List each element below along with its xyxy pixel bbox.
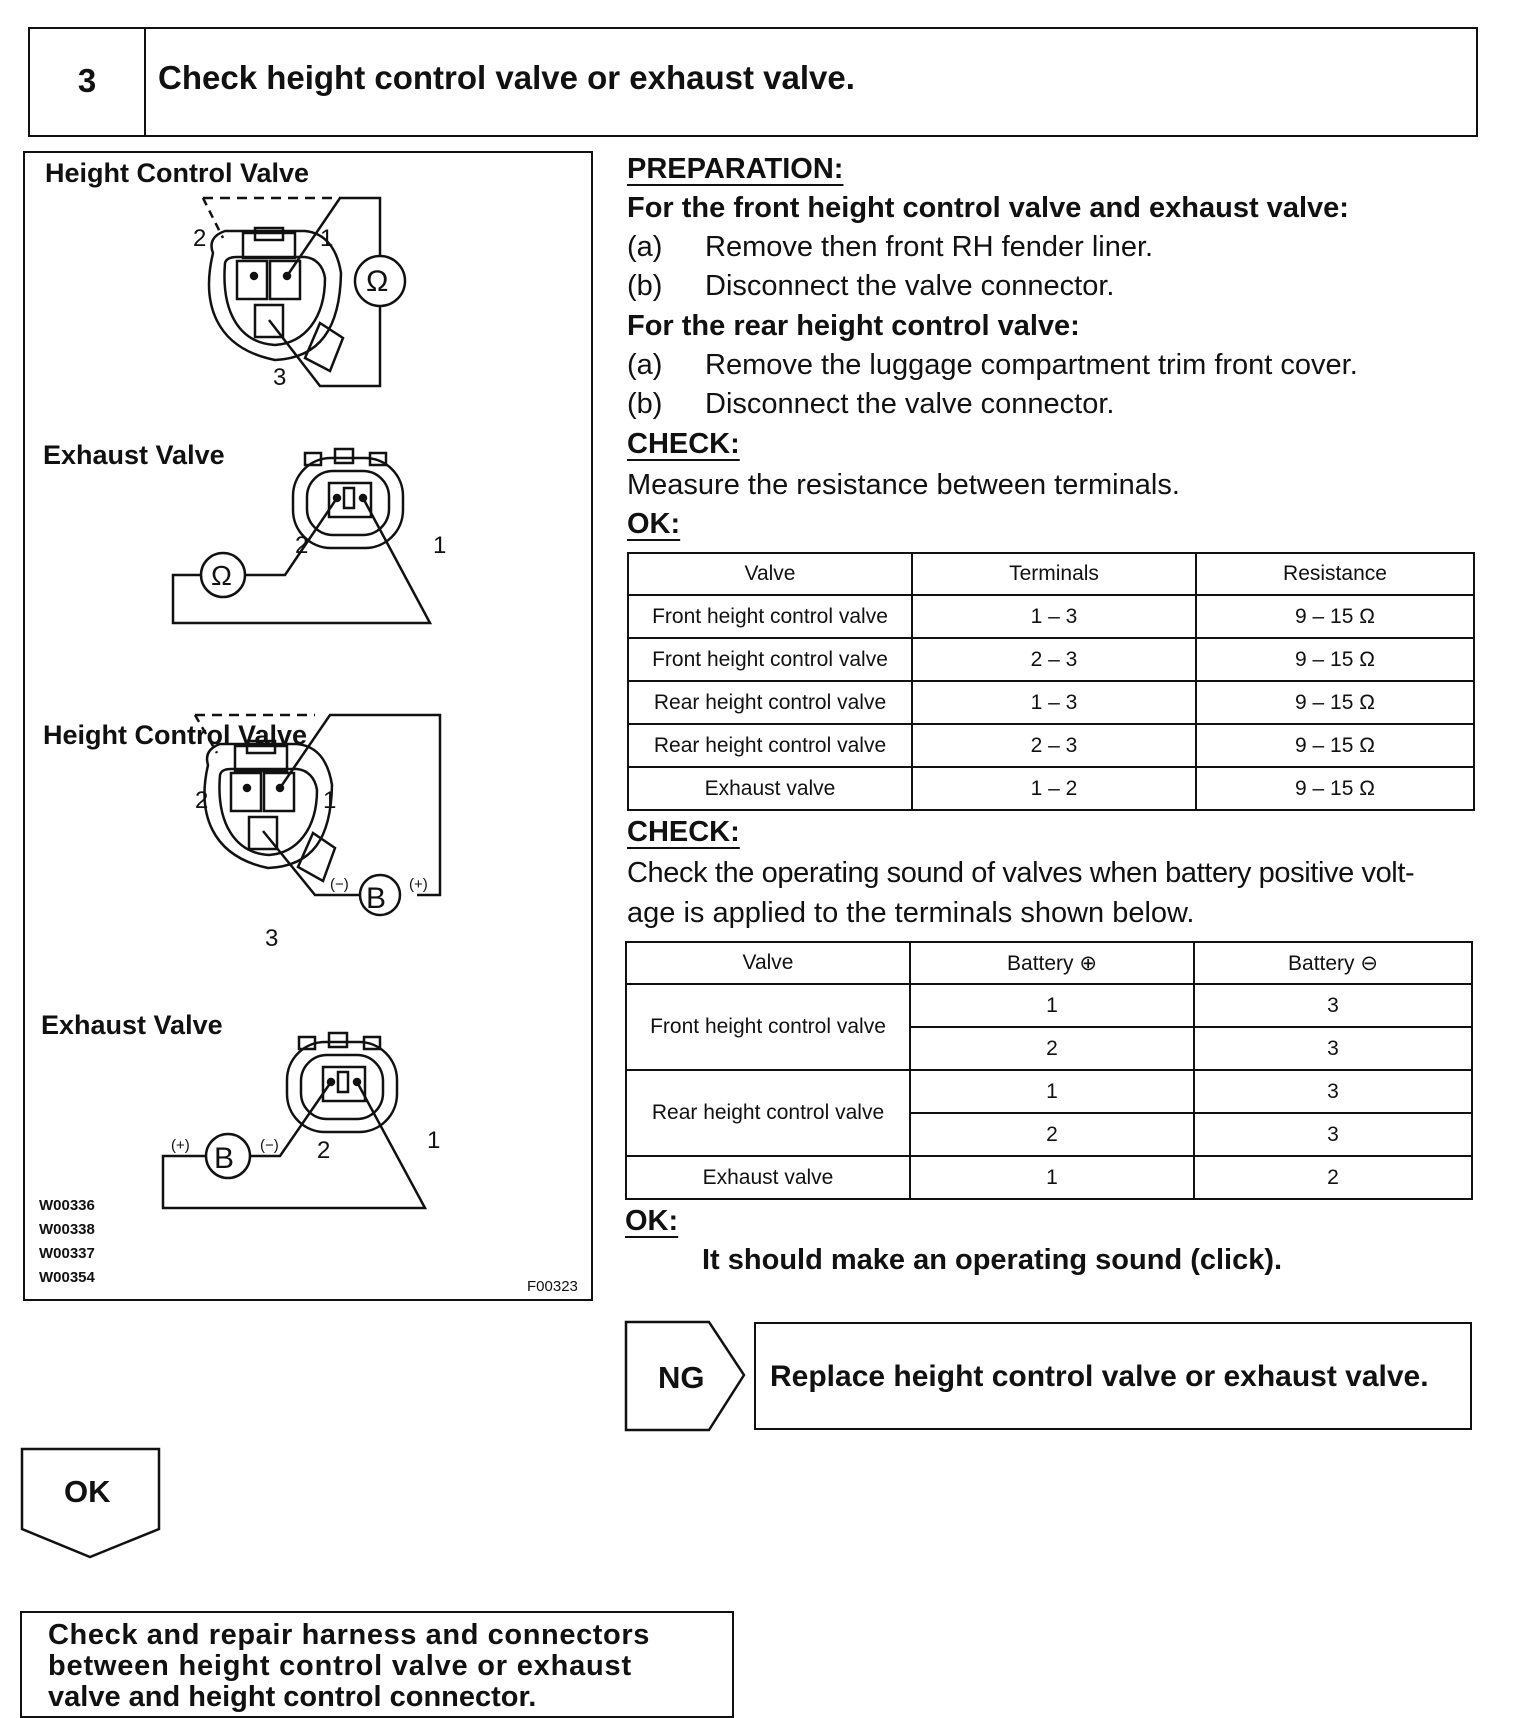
step-label: (a) [627,231,663,263]
table-cell: 1 [910,1156,1194,1199]
terminal-3-label: 3 [273,364,287,391]
header-cell: Battery ⊕ [910,942,1194,984]
table-cell: 9 – 15 Ω [1196,681,1474,724]
check-heading-2: CHECK: [627,816,740,848]
table-cell: Front height control valve [626,984,910,1070]
step-number-cell [30,29,146,135]
figure-label-height-control-1: Height Control Valve [45,158,310,188]
table-cell: 2 – 3 [912,638,1196,681]
ohm-symbol: Ω [211,560,232,591]
table-header-row [626,942,1472,984]
check-heading-1: CHECK: [627,428,740,460]
table-cell: 1 [910,984,1194,1027]
table-row [626,984,1472,1027]
figure-code-1: W00336 [39,1197,95,1214]
terminal-1-label: 1 [427,1127,441,1154]
table-cell: 1 – 2 [912,767,1196,810]
header-cell: Resistance [1196,553,1474,595]
final-action-box [20,1611,734,1718]
plus-label: (+) [171,1137,190,1154]
figure-code-4: W00354 [39,1269,95,1286]
rear-step-b [627,388,1114,421]
step-label: (a) [627,349,663,381]
table-row [628,767,1474,810]
table-row [628,724,1474,767]
figure-code-3: W00337 [39,1245,95,1262]
preparation-heading: PREPARATION: [627,153,844,185]
table-cell: 2 [1194,1156,1472,1199]
front-valve-heading: For the front height control valve and exhaust valve: [627,192,1349,224]
table-cell: 9 – 15 Ω [1196,595,1474,638]
step-title: Check height control valve or exhaust valve. [158,59,855,96]
final-action-line1: Check and repair harness and connectors [48,1619,650,1651]
table-cell: Front height control valve [628,595,912,638]
ng-result-box [754,1322,1472,1430]
table-cell: Exhaust valve [628,767,912,810]
header-cell: Terminals [912,553,1196,595]
step-text: Remove then front RH fender liner. [705,231,1154,263]
rear-valve-heading: For the rear height control valve: [627,310,1080,342]
table-header-row [628,553,1474,595]
step-text: Remove the luggage compartment trim front cover. [705,349,1358,381]
figure-label-exhaust-1: Exhaust Valve [43,440,225,470]
check-text-1: Measure the resistance between terminals. [627,469,1180,501]
ok-heading-1: OK: [627,508,681,540]
table-row [628,638,1474,681]
figure-panel [23,151,593,1301]
check-text-2-line1: Check the operating sound of valves when battery positive volt- [627,857,1415,889]
connector-diagrams [25,153,591,1299]
terminal-3-label: 3 [265,925,279,952]
table-cell: 9 – 15 Ω [1196,638,1474,681]
header-cell: Valve [628,553,912,595]
plus-label: (+) [409,876,428,893]
terminal-2-label: 2 [195,787,209,814]
table-cell: Rear height control valve [626,1070,910,1156]
figure-id: F00323 [527,1278,578,1295]
table-cell: 9 – 15 Ω [1196,767,1474,810]
figure-label-height-control-2: Height Control Valve [43,720,308,750]
final-action-line3: valve and height control connector. [48,1681,537,1713]
battery-symbol: B [366,882,387,915]
ng-label: NG [658,1360,705,1395]
operating-sound-table [625,941,1473,1200]
figure-code-2: W00338 [39,1221,95,1238]
step-text: Disconnect the valve connector. [705,388,1115,420]
height-control-valve-battery-diagram [195,715,440,915]
terminal-1-label: 1 [433,532,447,559]
table-row [628,595,1474,638]
ok-result-text: It should make an operating sound (click). [702,1244,1283,1276]
minus-label: (−) [330,876,349,893]
ohm-symbol: Ω [366,265,389,298]
table-cell: Exhaust valve [626,1156,910,1199]
table-cell: Rear height control valve [628,724,912,767]
table-cell: 1 – 3 [912,681,1196,724]
terminal-2-label: 2 [317,1137,331,1164]
step-label: (b) [627,270,663,302]
table-cell: 2 – 3 [912,724,1196,767]
terminal-1-label: 1 [320,225,334,252]
table-cell: 1 – 3 [912,595,1196,638]
header-cell: Valve [626,942,910,984]
table-cell: 3 [1194,984,1472,1027]
terminal-1-label: 1 [323,787,337,814]
table-cell: 3 [1194,1070,1472,1113]
resistance-table [627,552,1475,811]
front-step-a [627,231,1153,264]
figure-label-exhaust-2: Exhaust Valve [41,1010,223,1040]
battery-symbol: B [214,1142,235,1175]
table-cell: 2 [910,1027,1194,1070]
table-row [628,681,1474,724]
table-cell: 2 [910,1113,1194,1156]
check-text-2-line2: age is applied to the terminals shown below. [627,897,1195,929]
ok-heading-2: OK: [625,1205,679,1237]
step-header [28,27,1478,137]
step-label: (b) [627,388,663,420]
table-cell: 3 [1194,1027,1472,1070]
table-cell: Front height control valve [628,638,912,681]
table-cell: 1 [910,1070,1194,1113]
final-action-line2: between height control valve or exhaust [48,1650,632,1682]
table-cell: 9 – 15 Ω [1196,724,1474,767]
exhaust-valve-battery-diagram [163,1033,425,1208]
front-step-b [627,270,1114,303]
terminal-2-label: 2 [295,532,309,559]
step-text: Disconnect the valve connector. [705,270,1115,302]
table-cell: 3 [1194,1113,1472,1156]
ng-result-text: Replace height control valve or exhaust valve. [770,1360,1429,1393]
table-row [626,1070,1472,1113]
terminal-2-label: 2 [193,225,207,252]
header-cell: Battery ⊖ [1194,942,1472,984]
table-row [626,1156,1472,1199]
minus-label: (−) [260,1137,279,1154]
ok-flow-label: OK [64,1474,111,1509]
rear-step-a [627,349,1358,382]
table-cell: Rear height control valve [628,681,912,724]
step-number: 3 [77,62,97,99]
